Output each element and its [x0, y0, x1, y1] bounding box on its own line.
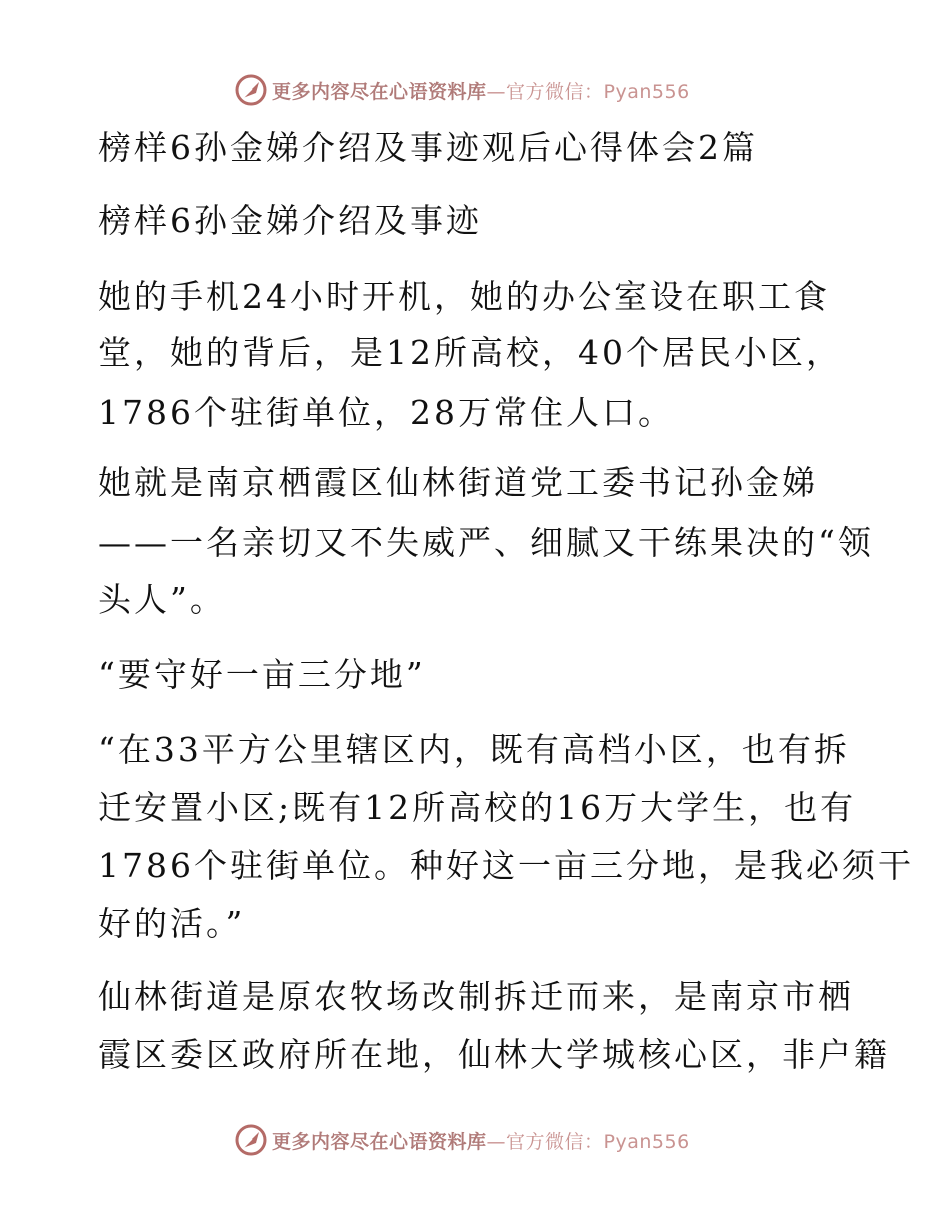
document-title: 榜样6孙金娣介绍及事迹观后心得体会2篇: [98, 128, 758, 167]
header-watermark-banner: [234, 72, 690, 108]
subheading-quote: “要守好一亩三分地”: [98, 655, 426, 694]
body-text-line: 好的活。”: [98, 904, 246, 943]
body-text-line: 迁安置小区;既有12所高校的16万大学生，也有: [98, 788, 857, 827]
banner-contact-text: —官方微信：Pyan556: [486, 1130, 690, 1153]
body-text-line: “在33平方公里辖区内，既有高档小区，也有拆: [98, 730, 850, 769]
body-text-line: 仙林街道是原农牧场改制拆迁而来，是南京市栖: [98, 977, 854, 1016]
banner-contact-text: —官方微信：Pyan556: [486, 80, 690, 103]
quill-logo-icon: [234, 1123, 268, 1157]
body-text-line: 堂，她的背后，是12所高校，40个居民小区，: [98, 333, 842, 372]
body-text-line: ——一名亲切又不失威严、细腻又干练果决的“领: [98, 523, 874, 562]
footer-watermark-banner: [234, 1122, 690, 1158]
body-text-line: 她就是南京栖霞区仙林街道党工委书记孙金娣: [98, 463, 818, 502]
body-text-line: 1786个驻街单位，28万常住人口。: [98, 393, 674, 432]
body-text-line: 1786个驻街单位。种好这一亩三分地，是我必须干: [98, 846, 914, 885]
body-text-line: 她的手机24小时开机，她的办公室设在职工食: [98, 277, 830, 316]
banner-brand-text: 更多内容尽在心语资料库: [272, 80, 487, 103]
body-text-line: 头人”。: [98, 580, 226, 619]
quill-logo-icon: [234, 73, 268, 107]
body-text-line: 霞区委区政府所在地，仙林大学城核心区，非户籍: [98, 1035, 890, 1074]
section-heading: 榜样6孙金娣介绍及事迹: [98, 201, 482, 240]
banner-brand-text: 更多内容尽在心语资料库: [272, 1130, 487, 1153]
